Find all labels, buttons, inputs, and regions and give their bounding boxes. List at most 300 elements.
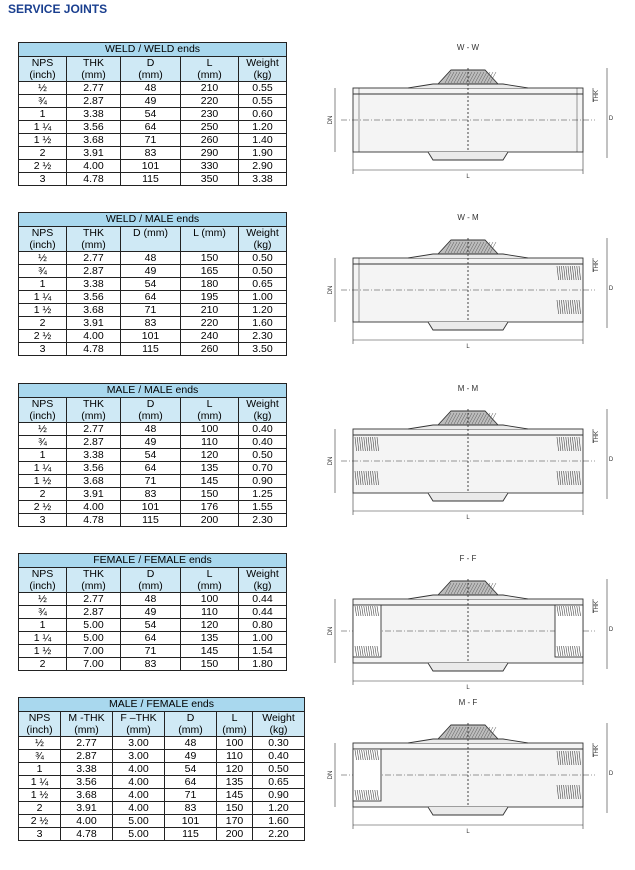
header-row [19, 398, 287, 423]
column-header-label: THK [83, 568, 104, 580]
table-cell: 3.50 [239, 343, 287, 356]
fitting-diagram [313, 551, 613, 701]
column-header-label: L [206, 57, 213, 69]
table-cell: 1 [19, 619, 67, 632]
table-cell: 115 [121, 173, 181, 186]
spec-table [18, 697, 305, 841]
dimension-label-l: L [466, 344, 470, 350]
table-cell: 0.60 [239, 108, 287, 121]
column-header-unit: (mm) [81, 239, 106, 251]
table-cell: 71 [121, 304, 181, 317]
dimension-label-thk: THK [594, 745, 600, 757]
table-cell: 1.90 [239, 147, 287, 160]
table-row [19, 291, 287, 304]
table-row [19, 343, 287, 356]
table-cell: ¾ [19, 95, 67, 108]
table-cell: ¾ [19, 265, 67, 278]
fitting-outline [341, 723, 595, 815]
table-row [19, 173, 287, 186]
fitting-diagram [313, 40, 613, 190]
table-row [19, 278, 287, 291]
column-header [113, 712, 165, 737]
column-header [181, 568, 239, 593]
table-cell: 120 [181, 619, 239, 632]
page-title: SERVICE JOINTS [8, 2, 108, 16]
table-cell: 1 [19, 108, 67, 121]
table-cell: 120 [217, 763, 253, 776]
table-row [19, 815, 305, 828]
fitting-drawing [313, 210, 613, 360]
table-cell: 1.00 [239, 291, 287, 304]
table-cell: 0.70 [239, 462, 287, 475]
fitting-code: M - M [457, 384, 479, 393]
table-cell: 260 [181, 134, 239, 147]
column-header-unit: (inch) [29, 580, 56, 592]
column-header-unit: (mm) [222, 724, 247, 736]
table-row [19, 606, 287, 619]
table-cell: 3 [19, 828, 61, 841]
table-cell: 0.44 [239, 593, 287, 606]
fitting-outline [341, 238, 595, 330]
dimension-label-d: D [608, 286, 613, 292]
column-header [165, 712, 217, 737]
table-cell: 145 [181, 475, 239, 488]
table-cell: 2 [19, 658, 67, 671]
table-cell: 2.77 [61, 737, 113, 750]
table-cell: 0.65 [253, 776, 305, 789]
table-cell: 3.56 [61, 776, 113, 789]
column-header-label: D (mm) [133, 227, 168, 239]
column-header-unit: (mm) [197, 410, 222, 422]
header-row [19, 57, 287, 82]
section-weld-male [18, 212, 618, 356]
table-cell: 0.50 [239, 252, 287, 265]
dimension-label-dn: DN [328, 770, 334, 780]
table-cell: 2 [19, 488, 67, 501]
table-cell: 1.40 [239, 134, 287, 147]
table-row [19, 802, 305, 815]
table-cell: 2 ½ [19, 501, 67, 514]
table-cell: 100 [181, 423, 239, 436]
dimension-label-l: L [466, 829, 470, 835]
table-cell: 4.00 [67, 330, 121, 343]
table-cell: 101 [121, 160, 181, 173]
column-header-unit: (kg) [253, 580, 272, 592]
table-cell: 176 [181, 501, 239, 514]
column-header-unit: (mm) [74, 724, 99, 736]
table-row [19, 449, 287, 462]
dimension-label-dn: DN [328, 626, 334, 636]
table-cell: 0.50 [239, 449, 287, 462]
column-header [121, 57, 181, 82]
table-cell: 1 ½ [19, 789, 61, 802]
spec-table [18, 42, 287, 186]
column-header [61, 712, 113, 737]
column-header-unit: (mm) [81, 69, 106, 81]
table-row [19, 828, 305, 841]
table-cell: 2.87 [67, 265, 121, 278]
section-female-female [18, 553, 618, 691]
table-cell: 83 [121, 317, 181, 330]
table-row [19, 82, 287, 95]
table-cell: 2.87 [67, 95, 121, 108]
table-cell: 4.00 [67, 501, 121, 514]
table-cell: 135 [181, 462, 239, 475]
table-cell: 110 [217, 750, 253, 763]
column-header [19, 57, 67, 82]
column-header-label: L [206, 398, 213, 410]
column-header-unit: (mm) [178, 724, 203, 736]
table-cell: 290 [181, 147, 239, 160]
table-cell: 1.54 [239, 645, 287, 658]
table-cell: ½ [19, 252, 67, 265]
column-header [181, 57, 239, 82]
table-cell: 145 [217, 789, 253, 802]
column-header [67, 568, 121, 593]
table-cell: 2 ½ [19, 330, 67, 343]
table-cell: 110 [181, 606, 239, 619]
table-row [19, 108, 287, 121]
table-cell: 71 [121, 134, 181, 147]
table-cell: 4.78 [67, 514, 121, 527]
table-cell: 3.38 [67, 449, 121, 462]
table-cell: 48 [165, 737, 217, 750]
table-cell: 2.87 [61, 750, 113, 763]
fitting-code: W - M [457, 213, 479, 222]
table-cell: 150 [217, 802, 253, 815]
table-cell: 1 ¼ [19, 632, 67, 645]
table-cell: 0.40 [239, 436, 287, 449]
table-cell: 0.40 [253, 750, 305, 763]
table-cell: 3.68 [67, 475, 121, 488]
table-row [19, 501, 287, 514]
column-header [217, 712, 253, 737]
column-header [239, 57, 287, 82]
table-row [19, 593, 287, 606]
table-cell: 3.91 [67, 488, 121, 501]
table-cell: 3.56 [67, 462, 121, 475]
header-row [19, 568, 287, 593]
column-header-unit: (inch) [29, 410, 56, 422]
fitting-drawing [313, 40, 613, 190]
table-cell: 0.90 [253, 789, 305, 802]
table-cell: 3.38 [61, 763, 113, 776]
table-cell: 120 [181, 449, 239, 462]
table-title: MALE / MALE ends [19, 384, 287, 398]
table-cell: 49 [121, 606, 181, 619]
table-cell: ¾ [19, 436, 67, 449]
table-cell: 49 [121, 265, 181, 278]
table-row [19, 737, 305, 750]
table-cell: ½ [19, 82, 67, 95]
table-cell: 64 [121, 632, 181, 645]
table-row [19, 514, 287, 527]
table-cell: 4.00 [113, 776, 165, 789]
table-row [19, 658, 287, 671]
table-row [19, 304, 287, 317]
column-header [19, 398, 67, 423]
table-cell: 3 [19, 173, 67, 186]
table-cell: 2.87 [67, 606, 121, 619]
column-header-label: D [186, 712, 195, 724]
fitting-code: M - F [458, 698, 478, 707]
table-cell: 0.80 [239, 619, 287, 632]
table-cell: 170 [217, 815, 253, 828]
column-header-unit: (mm) [138, 580, 163, 592]
table-cell: 0.50 [253, 763, 305, 776]
column-header [253, 712, 305, 737]
table-cell: 0.65 [239, 278, 287, 291]
table-cell: 240 [181, 330, 239, 343]
fitting-diagram [313, 210, 613, 360]
table-cell: 3.91 [61, 802, 113, 815]
fitting-outline [341, 68, 595, 160]
column-header [19, 227, 67, 252]
column-header-label: NPS [31, 227, 54, 239]
table-cell: 1 ¼ [19, 291, 67, 304]
table-row [19, 147, 287, 160]
column-header-label: Weight [246, 398, 279, 410]
table-cell: 54 [165, 763, 217, 776]
column-header-unit: (kg) [253, 410, 272, 422]
column-header-label: THK [83, 398, 104, 410]
fitting-code: W - W [456, 43, 480, 52]
table-cell: 54 [121, 449, 181, 462]
table-cell: 71 [121, 645, 181, 658]
table-cell: 4.78 [61, 828, 113, 841]
table-cell: 48 [121, 82, 181, 95]
table-cell: 1.20 [239, 121, 287, 134]
column-header-unit: (mm) [138, 69, 163, 81]
column-header-label: M -THK [68, 712, 105, 724]
table-cell: 150 [181, 252, 239, 265]
table-cell: 2 [19, 147, 67, 160]
fitting-drawing [313, 551, 613, 701]
column-header [239, 227, 287, 252]
column-header-label: F –THK [120, 712, 157, 724]
table-cell: 0.90 [239, 475, 287, 488]
table-cell: 0.55 [239, 95, 287, 108]
dimension-label-thk: THK [594, 431, 600, 443]
table-cell: 3 [19, 343, 67, 356]
table-cell: 0.44 [239, 606, 287, 619]
table-row [19, 475, 287, 488]
fitting-outline [341, 579, 595, 671]
column-header [239, 398, 287, 423]
dimension-label-d: D [608, 116, 613, 122]
table-cell: 1 ½ [19, 134, 67, 147]
dimension-label-d: D [608, 457, 613, 463]
column-header [239, 568, 287, 593]
section-male-female [18, 697, 618, 841]
column-header [181, 227, 239, 252]
column-header-label: NPS [31, 568, 54, 580]
dimension-label-l: L [466, 515, 470, 521]
column-header-label: L [206, 568, 213, 580]
column-header-label: NPS [31, 57, 54, 69]
table-row [19, 330, 287, 343]
column-header-unit: (mm) [138, 410, 163, 422]
column-header-unit: (mm) [126, 724, 151, 736]
table-title: WELD / MALE ends [19, 213, 287, 227]
column-header-unit: (inch) [26, 724, 53, 736]
table-cell: 1 ½ [19, 475, 67, 488]
table-cell: 64 [121, 462, 181, 475]
table-cell: 350 [181, 173, 239, 186]
table-cell: 110 [181, 436, 239, 449]
table-cell: 220 [181, 95, 239, 108]
table-cell: 115 [121, 343, 181, 356]
table-row [19, 423, 287, 436]
table-cell: 3.38 [67, 278, 121, 291]
table-cell: 64 [121, 121, 181, 134]
table-cell: 4.00 [61, 815, 113, 828]
column-header [19, 712, 61, 737]
table-cell: 3.56 [67, 291, 121, 304]
table-row [19, 252, 287, 265]
table-cell: 3.56 [67, 121, 121, 134]
table-row [19, 160, 287, 173]
table-cell: 5.00 [67, 619, 121, 632]
table-cell: 71 [165, 789, 217, 802]
column-header-label: L (mm) [193, 227, 226, 239]
table-cell: 0.40 [239, 423, 287, 436]
table-cell: 1.80 [239, 658, 287, 671]
table-cell: 3.00 [113, 737, 165, 750]
column-header [19, 568, 67, 593]
table-cell: 2.30 [239, 330, 287, 343]
table-cell: 1 ½ [19, 645, 67, 658]
table-cell: 4.78 [67, 343, 121, 356]
column-header-unit: (mm) [197, 580, 222, 592]
fitting-code: F - F [459, 554, 477, 563]
table-cell: 3.68 [67, 304, 121, 317]
table-cell: 1.55 [239, 501, 287, 514]
table-cell: 260 [181, 343, 239, 356]
table-row [19, 789, 305, 802]
table-row [19, 121, 287, 134]
table-cell: 100 [181, 593, 239, 606]
column-header-label: Weight [246, 227, 279, 239]
table-cell: 330 [181, 160, 239, 173]
table-cell: 4.78 [67, 173, 121, 186]
table-cell: 200 [181, 514, 239, 527]
table-cell: ½ [19, 737, 61, 750]
dimension-label-dn: DN [328, 456, 334, 466]
table-cell: 4.00 [113, 802, 165, 815]
table-cell: 3.38 [67, 108, 121, 121]
table-cell: 210 [181, 304, 239, 317]
table-cell: 230 [181, 108, 239, 121]
table-cell: 2 ½ [19, 160, 67, 173]
table-cell: 165 [181, 265, 239, 278]
column-header-unit: (mm) [197, 69, 222, 81]
table-cell: 48 [121, 593, 181, 606]
dimension-label-thk: THK [594, 260, 600, 272]
column-header-label: THK [83, 57, 104, 69]
table-cell: 3.68 [67, 134, 121, 147]
column-header-unit: (kg) [253, 239, 272, 251]
table-cell: 2.77 [67, 423, 121, 436]
table-cell: 71 [121, 475, 181, 488]
dimension-label-dn: DN [328, 115, 334, 125]
dimension-label-l: L [466, 685, 470, 691]
column-header-unit: (mm) [81, 580, 106, 592]
header-row [19, 712, 305, 737]
table-cell: 1.20 [239, 304, 287, 317]
table-row [19, 776, 305, 789]
table-cell: 3.00 [113, 750, 165, 763]
table-row [19, 763, 305, 776]
table-cell: ½ [19, 593, 67, 606]
dimension-label-l: L [466, 174, 470, 180]
table-cell: 135 [181, 632, 239, 645]
table-cell: 0.55 [239, 82, 287, 95]
column-header-label: Weight [262, 712, 295, 724]
table-cell: 150 [181, 488, 239, 501]
table-cell: 1 [19, 763, 61, 776]
table-cell: 3.38 [239, 173, 287, 186]
table-row [19, 95, 287, 108]
table-row [19, 750, 305, 763]
table-cell: 83 [121, 658, 181, 671]
table-cell: 4.00 [113, 763, 165, 776]
column-header-unit: (mm) [81, 410, 106, 422]
table-cell: 83 [165, 802, 217, 815]
table-row [19, 462, 287, 475]
fitting-drawing [313, 381, 613, 531]
table-row [19, 436, 287, 449]
table-cell: 5.00 [67, 632, 121, 645]
table-cell: 3.68 [61, 789, 113, 802]
fitting-outline [341, 409, 595, 501]
spec-table [18, 383, 287, 527]
table-cell: 3.91 [67, 317, 121, 330]
table-cell: 1 ¼ [19, 462, 67, 475]
column-header-label: THK [83, 227, 104, 239]
dimension-label-thk: THK [594, 90, 600, 102]
table-cell: 1.60 [253, 815, 305, 828]
dimension-label-dn: DN [328, 285, 334, 295]
column-header [121, 227, 181, 252]
table-title: MALE / FEMALE ends [19, 698, 305, 712]
table-cell: 1 ¼ [19, 121, 67, 134]
section-weld-weld [18, 42, 618, 186]
column-header [67, 227, 121, 252]
table-cell: 150 [181, 658, 239, 671]
table-cell: 3.91 [67, 147, 121, 160]
table-cell: 1 [19, 449, 67, 462]
column-header [121, 568, 181, 593]
table-cell: ¾ [19, 750, 61, 763]
table-cell: 100 [217, 737, 253, 750]
table-row [19, 619, 287, 632]
fitting-diagram [313, 381, 613, 531]
table-cell: 195 [181, 291, 239, 304]
column-header-unit: (kg) [253, 69, 272, 81]
column-header-unit: (inch) [29, 239, 56, 251]
table-cell: 54 [121, 619, 181, 632]
column-header [67, 57, 121, 82]
column-header-label: D [146, 398, 155, 410]
table-cell: 1.25 [239, 488, 287, 501]
table-cell: 250 [181, 121, 239, 134]
table-title: WELD / WELD ends [19, 43, 287, 57]
column-header [67, 398, 121, 423]
section-male-male [18, 383, 618, 527]
table-cell: 0.30 [253, 737, 305, 750]
table-row [19, 645, 287, 658]
